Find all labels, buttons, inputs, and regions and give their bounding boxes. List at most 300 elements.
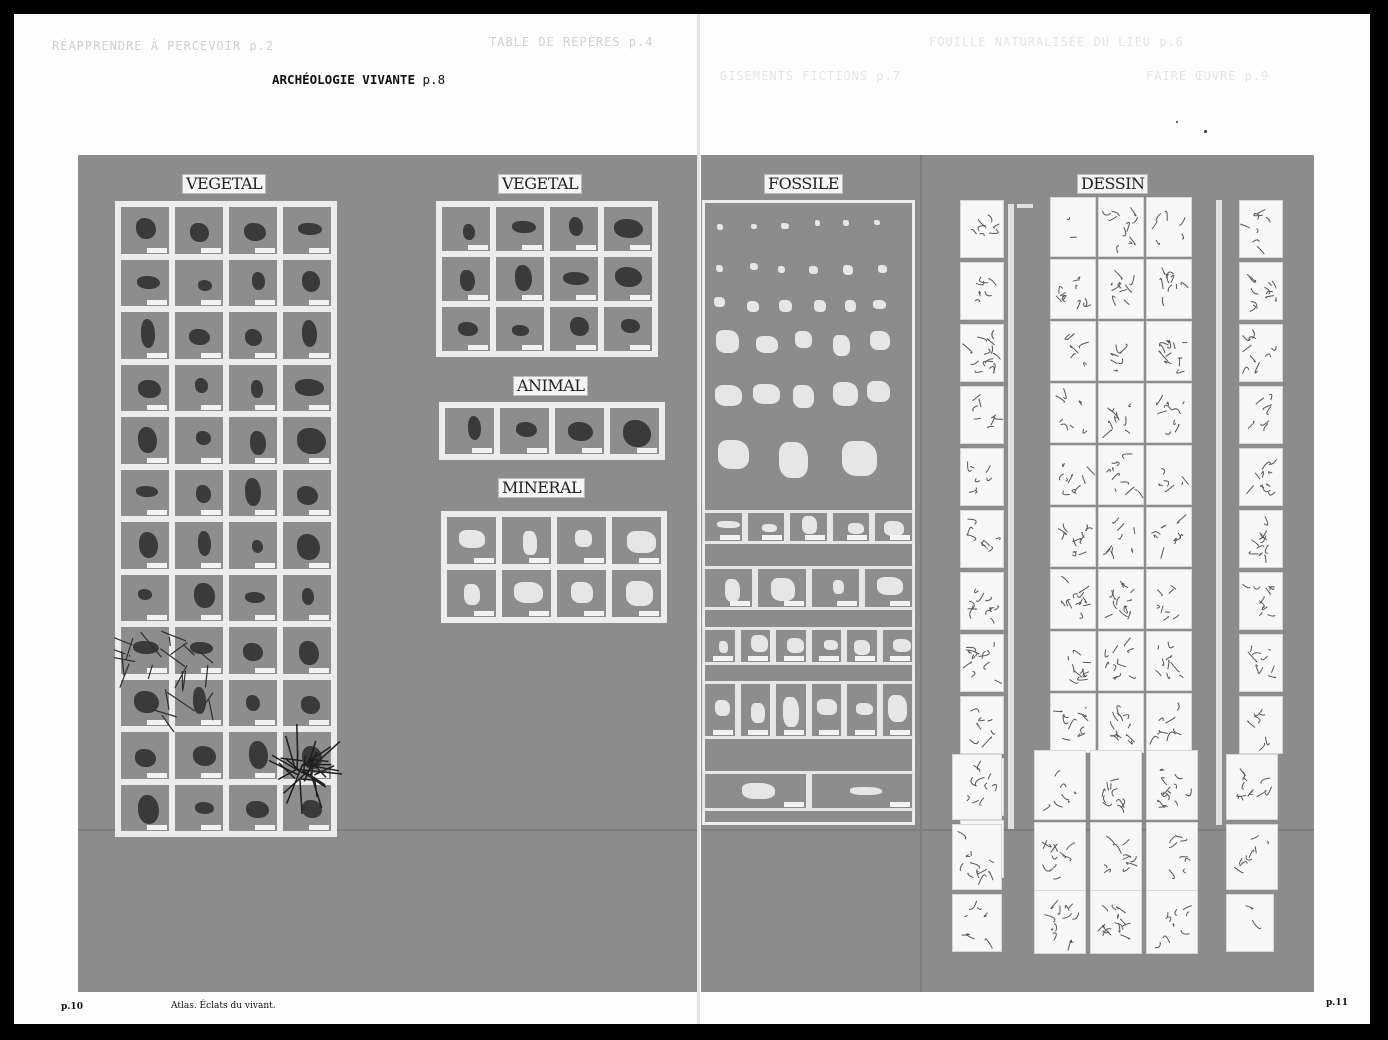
specimen-label <box>468 245 488 250</box>
specimen-label <box>147 563 167 568</box>
specimen-label <box>147 510 167 515</box>
specimen-cell <box>172 519 226 572</box>
tape-strip <box>1216 200 1222 825</box>
specimen-cell <box>609 567 664 620</box>
specimen-label <box>762 535 782 540</box>
specimen-cell <box>172 204 226 257</box>
specimen-cell <box>280 362 334 415</box>
drawing-card <box>1050 197 1096 257</box>
spread-gutter <box>697 14 700 1024</box>
fossil-fragment <box>833 382 859 406</box>
drawing-card <box>1098 569 1144 629</box>
tape-strip <box>1017 204 1033 208</box>
tag-animal: ANIMAL <box>513 376 588 396</box>
drawing-card <box>1239 510 1283 568</box>
running-header-fouille: FOUILLE NATURALISÉE DU LIEU p.6 <box>929 35 1184 49</box>
specimen <box>787 638 805 652</box>
section-heading-title: ARCHÉOLOGIE VIVANTE <box>272 72 415 87</box>
specimen-label <box>255 825 275 830</box>
specimen-cell <box>172 782 226 835</box>
fossil-fragment <box>845 300 856 312</box>
specimen <box>514 582 544 604</box>
specimen-label <box>201 615 221 620</box>
specimen-label <box>890 802 910 807</box>
specimen <box>888 695 907 722</box>
specimen-label <box>890 730 910 735</box>
specimen-label <box>522 245 542 250</box>
specimen <box>571 582 593 603</box>
specimen-label <box>474 611 494 616</box>
specimen <box>196 485 211 503</box>
specimen-label <box>784 730 804 735</box>
fossil-fragment <box>809 266 817 274</box>
specimen-label <box>784 601 804 606</box>
drawing-card <box>1098 259 1144 319</box>
fossil-fragment <box>717 224 723 230</box>
specimen <box>719 641 728 653</box>
specimen-label <box>468 345 488 350</box>
specimen-cell <box>280 309 334 362</box>
fossil-fragment <box>750 263 758 270</box>
drawing-card <box>1239 572 1283 630</box>
specimen-label <box>855 730 875 735</box>
specimen <box>833 580 844 594</box>
specimen-cell <box>493 204 547 254</box>
specimen-cell <box>172 309 226 362</box>
specimen <box>136 218 156 239</box>
specimen <box>614 219 643 238</box>
specimen-label <box>890 656 910 661</box>
specimen <box>783 697 799 728</box>
fossil-fragment <box>843 220 849 226</box>
specimen-cell <box>226 519 280 572</box>
specimen-label <box>201 825 221 830</box>
specimen <box>626 581 653 605</box>
specimen <box>244 223 266 241</box>
specimen-label <box>584 558 604 563</box>
fossil-cell <box>773 627 809 665</box>
specimen <box>245 592 265 603</box>
specimen-label <box>529 611 549 616</box>
fossil-cell <box>844 627 880 665</box>
specimen <box>302 320 317 347</box>
specimen-cell <box>280 519 334 572</box>
specimen-label <box>309 563 329 568</box>
specimen-cell <box>601 204 655 254</box>
specimen-cell <box>554 514 609 567</box>
specimen <box>295 379 324 395</box>
tag-fossile: FOSSILE <box>764 174 843 194</box>
fossil-cell <box>787 510 830 544</box>
specimen <box>299 641 318 665</box>
specimen <box>136 486 157 497</box>
specimen-cell <box>439 254 493 304</box>
specimen <box>512 325 529 335</box>
specimen-label <box>201 563 221 568</box>
drawing-card <box>1146 822 1198 892</box>
specimen <box>195 378 208 393</box>
specimen <box>468 416 481 440</box>
specimen <box>459 530 485 548</box>
specimen <box>715 700 730 717</box>
specimen-cell <box>226 362 280 415</box>
drawing-card <box>1034 822 1086 892</box>
tag-vegetal-center: VEGETAL <box>498 174 582 194</box>
specimen-cell <box>118 257 172 310</box>
drawing-card <box>1090 890 1142 954</box>
specimen-label <box>255 563 275 568</box>
specimen-label <box>201 300 221 305</box>
specimen-cell <box>280 204 334 257</box>
specimen-label <box>576 295 596 300</box>
drawing-card <box>1146 631 1192 691</box>
specimen-cell <box>118 414 172 467</box>
specimen <box>817 699 836 714</box>
specimen <box>246 695 260 711</box>
fossil-cell <box>880 681 916 739</box>
drawing-card <box>1226 824 1278 890</box>
specimen-cell <box>601 254 655 304</box>
specimen-label <box>472 448 492 453</box>
specimen-label <box>890 535 910 540</box>
drawing-card <box>1098 631 1144 691</box>
specimen <box>725 579 741 602</box>
specimen-label <box>819 730 839 735</box>
drawing-card <box>960 324 1004 382</box>
fossil-cell <box>809 566 862 610</box>
drawing-card <box>1146 750 1198 820</box>
specimen-cell <box>226 309 280 362</box>
specimen-label <box>201 248 221 253</box>
drawing-card <box>1239 634 1283 692</box>
specimen <box>884 521 904 536</box>
specimen <box>139 532 158 559</box>
specimen <box>464 584 480 605</box>
drawing-card <box>952 754 1002 820</box>
fossil-fragment <box>718 440 749 469</box>
specimen-cell <box>118 467 172 520</box>
specimen-cell <box>172 362 226 415</box>
specimen-label <box>147 300 167 305</box>
specimen <box>297 486 319 505</box>
specimen-label <box>890 601 910 606</box>
specimen-label <box>147 248 167 253</box>
drawing-card <box>1050 321 1096 381</box>
specimen <box>460 270 474 292</box>
specimen-label <box>309 248 329 253</box>
fossil-fragment <box>815 220 820 227</box>
specimen-cell <box>118 362 172 415</box>
specimen-label <box>147 773 167 778</box>
print-speck <box>1204 130 1207 133</box>
specimen-cell <box>493 254 547 304</box>
fossil-cell <box>702 771 809 811</box>
fossil-fragment <box>753 384 780 404</box>
drawing-card <box>1239 696 1283 754</box>
specimen-cell <box>547 304 601 354</box>
specimen-cell <box>118 204 172 257</box>
specimen-cell <box>280 572 334 625</box>
specimen-cell <box>497 405 552 457</box>
drawing-card <box>1050 383 1096 443</box>
drawing-card <box>1050 445 1096 505</box>
fossil-fragment <box>793 385 814 407</box>
specimen-cell <box>444 567 499 620</box>
specimen-cell <box>118 782 172 835</box>
tape-strip <box>1008 204 1014 829</box>
fossil-fragment <box>781 223 788 229</box>
specimen-label <box>584 611 604 616</box>
fossil-fragment <box>833 335 850 356</box>
drawing-card <box>1098 507 1144 567</box>
drawing-card <box>1098 693 1144 753</box>
specimen-label <box>713 656 733 661</box>
specimen-label <box>527 448 547 453</box>
specimen <box>516 422 537 437</box>
specimen <box>623 420 651 448</box>
fossil-cell <box>702 627 738 665</box>
running-header-reapprendre: RÉAPPRENDRE À PERCEVOIR p.2 <box>52 39 275 53</box>
specimen-cell <box>607 405 662 457</box>
fossil-fragment <box>747 301 759 312</box>
specimen-cell <box>280 414 334 467</box>
fossil-fragment <box>870 331 890 350</box>
tag-dessin: DESSIN <box>1077 174 1148 194</box>
dried-plant-specimen <box>114 622 234 732</box>
book-spread <box>14 14 1370 1024</box>
drawing-card <box>1226 894 1274 952</box>
specimen <box>802 516 817 534</box>
drawing-card <box>1146 693 1192 753</box>
drawing-card <box>1098 197 1144 257</box>
specimen-cell <box>499 567 554 620</box>
specimen-label <box>784 802 804 807</box>
drawing-card <box>1090 822 1142 892</box>
specimen <box>824 640 838 650</box>
specimen-label <box>201 405 221 410</box>
specimen-label <box>639 558 659 563</box>
specimen <box>569 217 584 236</box>
specimen <box>563 272 589 285</box>
board-seam <box>701 829 1314 831</box>
fossil-cell <box>809 771 916 811</box>
specimen <box>189 329 210 346</box>
specimen <box>138 380 160 398</box>
specimen <box>302 271 321 292</box>
specimen <box>615 267 643 287</box>
specimen-label <box>576 245 596 250</box>
specimen <box>512 221 535 234</box>
specimen-label <box>713 730 733 735</box>
specimen <box>141 319 155 348</box>
specimen-label <box>720 535 740 540</box>
specimen-cell <box>439 204 493 254</box>
specimen <box>198 280 212 291</box>
specimen-label <box>147 458 167 463</box>
specimen <box>251 380 263 398</box>
specimen-label <box>255 300 275 305</box>
specimen-label <box>255 458 275 463</box>
specimen-cell <box>118 729 172 782</box>
specimen <box>742 783 774 800</box>
specimen <box>751 703 764 723</box>
specimen <box>893 639 912 652</box>
drawing-card <box>1146 890 1198 954</box>
specimen-cell <box>444 514 499 567</box>
specimen <box>252 272 265 291</box>
specimen-label <box>522 295 542 300</box>
drawing-card <box>1050 259 1096 319</box>
specimen-label <box>201 510 221 515</box>
specimen-label <box>784 656 804 661</box>
specimen <box>297 428 325 454</box>
fossil-fragment <box>878 265 887 272</box>
specimen <box>252 540 263 553</box>
fossil-fragment <box>756 336 778 354</box>
specimen-label <box>255 615 275 620</box>
specimen-cell <box>226 677 280 730</box>
running-header-table: TABLE DE REPÈRES p.4 <box>489 35 654 49</box>
drawing-card <box>1146 197 1192 257</box>
fossil-fragment <box>715 385 742 406</box>
specimen-label <box>309 458 329 463</box>
drawing-card <box>1239 262 1283 320</box>
specimen-cell <box>226 624 280 677</box>
specimen-cell <box>172 729 226 782</box>
fossil-fragment <box>843 265 853 275</box>
specimen-cell <box>226 467 280 520</box>
specimen <box>138 427 157 453</box>
specimen <box>568 422 593 441</box>
drawing-card <box>952 894 1002 952</box>
fossil-cell <box>880 627 916 665</box>
fossil-cell <box>702 566 755 610</box>
specimen-cell <box>226 414 280 467</box>
specimen <box>250 431 266 456</box>
fossil-fragment <box>778 266 785 273</box>
drawing-card <box>960 634 1004 692</box>
specimen <box>297 534 320 560</box>
fossil-fragment <box>795 331 812 348</box>
specimen-label <box>309 353 329 358</box>
specimen-label <box>639 611 659 616</box>
running-header-faire: FAIRE ŒUVRE p.9 <box>1146 69 1270 83</box>
specimen-cell <box>118 309 172 362</box>
specimen-label <box>630 295 650 300</box>
specimen-label <box>255 353 275 358</box>
fossil-fragment <box>751 224 757 230</box>
specimen-cell <box>547 204 601 254</box>
drawing-card <box>1050 507 1096 567</box>
specimen-cell <box>442 405 497 457</box>
section-heading <box>272 72 445 87</box>
specimen <box>245 478 261 506</box>
left-page-number: p.10 <box>61 1002 83 1012</box>
specimen-label <box>582 448 602 453</box>
specimen-label <box>847 535 867 540</box>
drawing-card <box>1146 383 1192 443</box>
specimen-cell <box>547 254 601 304</box>
specimen-cell <box>280 677 334 730</box>
tag-vegetal-left: VEGETAL <box>182 174 266 194</box>
drawing-card <box>960 696 1004 754</box>
drawing-card <box>1226 754 1278 820</box>
specimen-cell <box>493 304 547 354</box>
board-seam <box>920 155 922 992</box>
fossil-cell <box>830 510 873 544</box>
specimen <box>243 643 263 661</box>
specimen <box>138 795 159 824</box>
specimen-label <box>255 510 275 515</box>
specimen-cell <box>172 257 226 310</box>
specimen-cell <box>609 514 664 567</box>
specimen-label <box>147 353 167 358</box>
specimen-label <box>819 656 839 661</box>
specimen-label <box>255 248 275 253</box>
specimen <box>575 530 591 547</box>
print-speck <box>1176 121 1178 123</box>
specimen <box>298 223 321 235</box>
specimen <box>877 577 904 595</box>
specimen <box>137 276 161 289</box>
specimen-label <box>309 825 329 830</box>
specimen-cell <box>601 304 655 354</box>
specimen <box>621 319 639 333</box>
drawing-card <box>1146 321 1192 381</box>
fossil-fragment <box>714 297 724 308</box>
specimen-label <box>147 405 167 410</box>
specimen-label <box>637 448 657 453</box>
specimen-cell <box>172 467 226 520</box>
specimen-cell <box>439 304 493 354</box>
specimen-label <box>309 615 329 620</box>
specimen <box>458 322 478 336</box>
fossil-cell <box>702 510 745 544</box>
specimen <box>627 531 656 553</box>
specimen <box>463 224 475 240</box>
specimen <box>198 531 211 556</box>
fossil-fragment <box>842 441 877 476</box>
drawing-card <box>1098 321 1144 381</box>
fossil-cell <box>844 681 880 739</box>
specimen <box>196 431 212 446</box>
specimen <box>301 696 320 713</box>
fossil-cell <box>738 681 774 739</box>
specimen <box>194 583 215 609</box>
specimen-label <box>837 601 857 606</box>
specimen <box>245 329 262 346</box>
drawing-card <box>960 262 1004 320</box>
tag-mineral: MINERAL <box>498 478 585 498</box>
drawing-card <box>952 824 1002 890</box>
specimen-label <box>147 825 167 830</box>
fossil-cell <box>862 566 915 610</box>
drawing-card <box>1050 631 1096 691</box>
specimen <box>190 223 209 243</box>
specimen-cell <box>552 405 607 457</box>
dried-plant-specimen <box>260 724 350 814</box>
fossil-cell <box>755 566 808 610</box>
specimen-label <box>474 558 494 563</box>
specimen-label <box>255 405 275 410</box>
specimen-cell <box>226 204 280 257</box>
specimen <box>850 787 882 796</box>
specimen-label <box>255 668 275 673</box>
specimen-label <box>630 345 650 350</box>
drawing-card <box>1239 386 1283 444</box>
specimen-label <box>730 601 750 606</box>
specimen <box>523 531 537 555</box>
